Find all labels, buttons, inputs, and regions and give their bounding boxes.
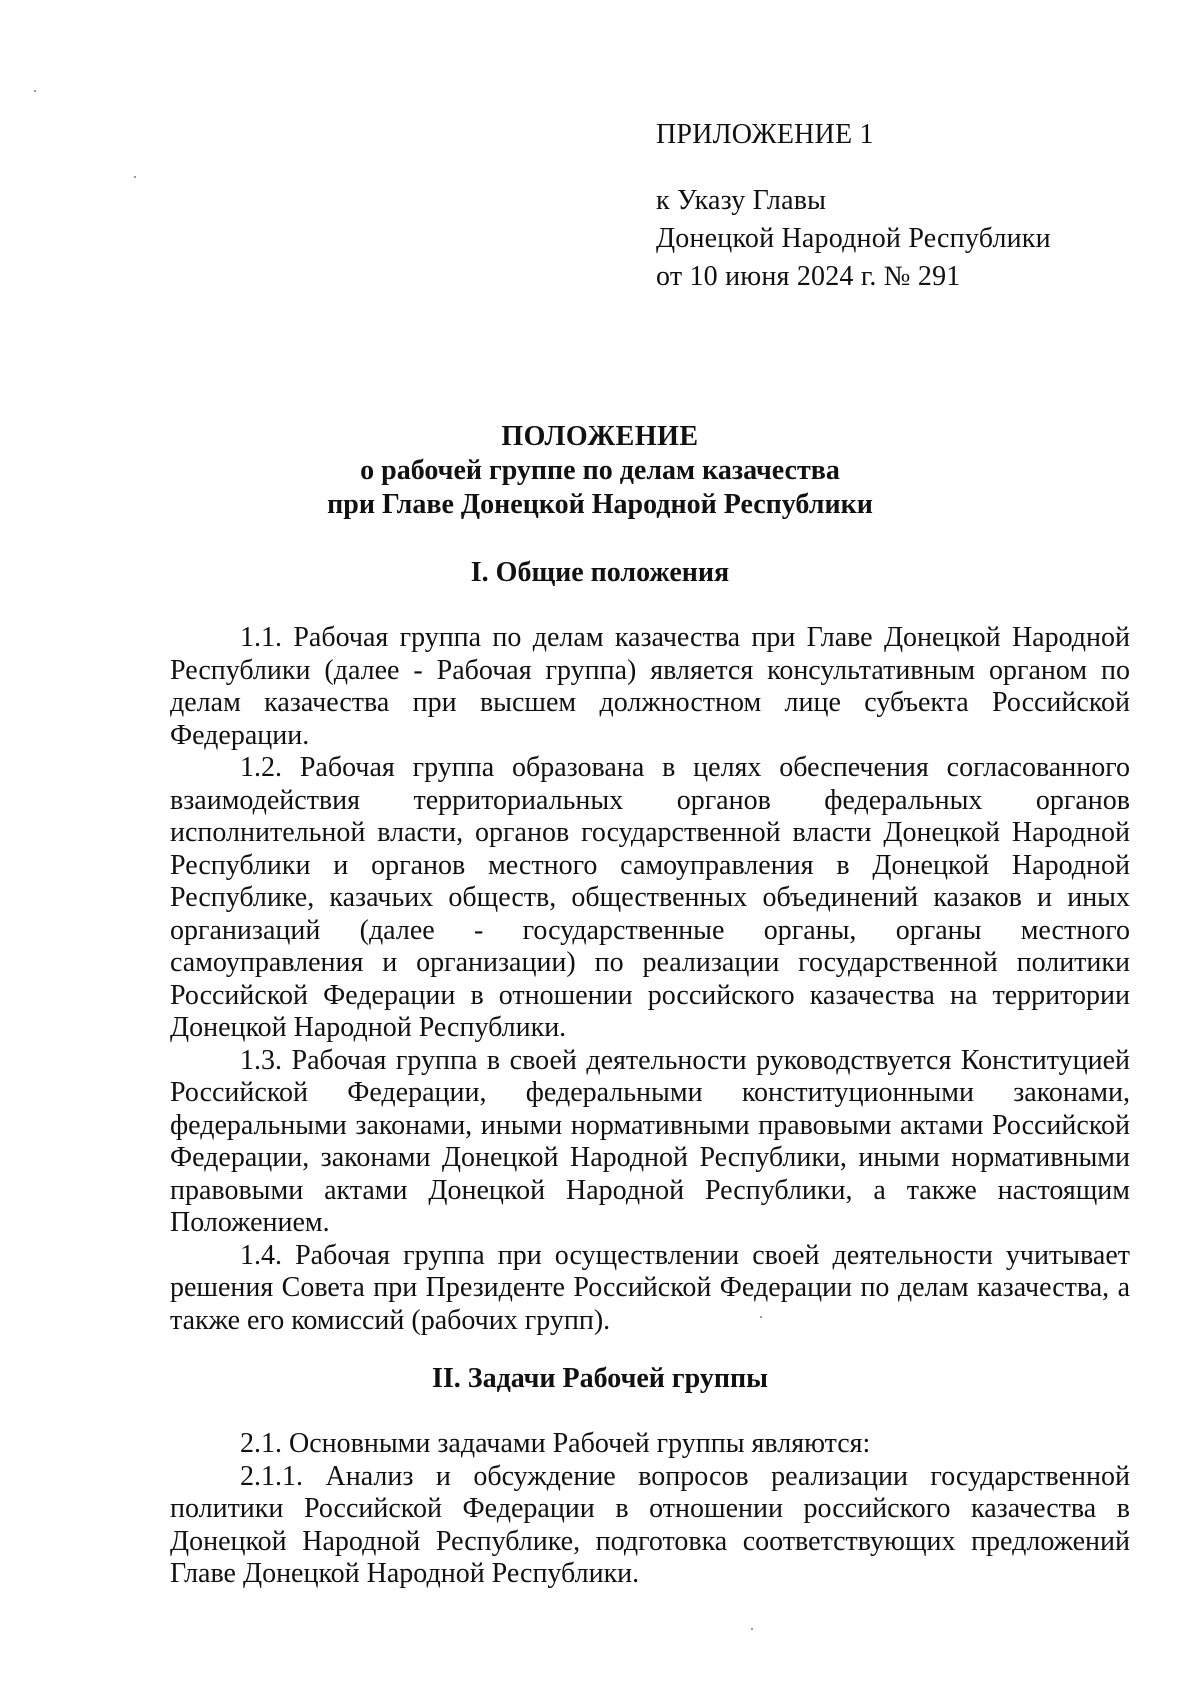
document-subtitle-1: о рабочей группе по делам казачества [360,455,840,486]
paragraph-1-3: 1.3. Рабочая группа в своей деятельности руководствуется Конституцией Российской Федерации, федеральными конституционными законами, федеральными законами, иными нормативными правовыми актами Российской Федерации, законами Донецкой Народной Республики, иными нормативными правовыми актами Донецкой Народной Республики, а также настоящим Положением. [170,1044,1130,1238]
scan-speck [34,90,36,92]
section-1-title: I. Общие положения [470,557,730,588]
paragraph-1-1: 1.1. Рабочая группа по делам казачества при Главе Донецкой Народной Республики (далее - Рабочая группа) является консультативным органом по делам казачества при высшем должностном лице субъекта Российской Федерации. [170,622,1130,751]
appendix-line-date: от 10 июня 2024 г. № 291 [656,261,961,292]
paragraph-2-1-1: 2.1.1. Анализ и обсуждение вопросов реализации государственной политики Российской Федерации в отношении российского казачества в Донецкой Народной Республике, подготовка соответствующих предложений Главе Донецкой Народной Республики. [170,1460,1130,1589]
section-2-title: II. Задачи Рабочей группы [432,1363,768,1394]
paragraph-2-1: 2.1. Основными задачами Рабочей группы являются: [240,1428,871,1459]
appendix-line-decree: к Указу Главы [656,185,827,216]
scan-speck [134,176,136,178]
section-1-body [170,622,1130,1337]
appendix-block [656,116,1051,296]
document-title: ПОЛОЖЕНИЕ [501,421,699,452]
section-2-body [170,1428,1130,1591]
paragraph-1-4: 1.4. Рабочая группа при осуществлении своей деятельности учитывает решения Совета при Президенте Российской Федерации по делам казачества, а также его комиссий (рабочих групп). [170,1239,1130,1336]
scan-speck [760,1316,762,1318]
scan-speck [751,1628,753,1630]
document-heading [0,420,1200,522]
document-subtitle-2: при Главе Донецкой Народной Республики [327,489,873,520]
appendix-title: ПРИЛОЖЕНИЕ 1 [656,119,874,150]
paragraph-1-2: 1.2. Рабочая группа образована в целях обеспечения согласованного взаимодействия территориальных органов федеральных органов исполнительной власти, органов государственной власти Донецкой Народной Республики и органов местного самоуправления в Донецкой Народной Республике, казачьих обществ, общественных объединений казаков и иных организаций (далее - государственные органы, органы местного самоуправления и организации) по реализации государственной политики Российской Федерации в отношении российского казачества на территории Донецкой Народной Республики. [170,752,1130,1043]
appendix-line-republic: Донецкой Народной Республики [656,223,1051,254]
